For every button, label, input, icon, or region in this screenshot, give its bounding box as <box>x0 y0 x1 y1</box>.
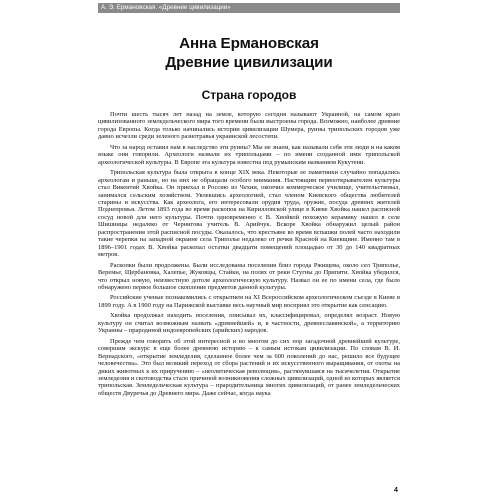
author-name: Анна Ермановская <box>179 35 319 52</box>
book-title: Древние цивилизации <box>165 54 333 71</box>
book-title-block <box>98 34 400 72</box>
paragraph: Прежде чем говорить об этой интересной и во многом до сих пор загадочной древнейшей культуре, совершим экскурс в еще более древнюю историю – к самым истокам цивилизации. По словам В. И. Вернадского, «открытие земледелия, сделанное более чем за 600 поколений до нас, решило все будущее человечества». Это был великий переход от сбора растений и их искусственного выращивания, от охоты на диких животных к их приручению – «неолитическая революция», растянувшаяся на тысячелетия. Открытие земледелия и скотоводства стало причиной возникновения сложных цивилизаций, одной из которых является трипольская. Земледельческая культура – прародительница многих цивилизаций, от ранее земледельческих обществ Двуречья до Древнего мира. Даже сейчас, когда наука <box>98 337 400 397</box>
page-number: 4 <box>394 487 398 494</box>
paragraph: Хвойка продолжал находить поселения, описывал их, классифицировал, определял возраст. Новую культуру он считал возможным назвать «древнейшей» и, в частности, древнеславянской», а территорию Украины – прародиной индоевропейских (арийских) народов. <box>98 312 400 335</box>
paragraph: Раскопки были продолжены. Были исследованы поселения близ города Ржищева, около сел Триполье, Веремье, Щербановка, Халепье, Жуковцы, Стайки, на полях от реки Стугны до Припяти. Хвойка убедился, что открыл новую, неизвестную дотоле археологическую культуру. Назвал он ее по имени села, где было обнаружено первое большое скопление предметов данной культуры. <box>98 261 400 291</box>
body-text <box>98 111 400 400</box>
chapter-title: Страна городов <box>201 88 297 102</box>
paragraph: Почти шесть тысяч лет назад на земле, которую сегодня называют Украиной, на самом краю цивилизованного земледельческого мира того времени были выстроены города. Возможно, наиболее древние города Европы. Когда только начинались истории цивилизации Шумера, руины трипольских городов уже давно исчезли среди зеленого разнотравья украинской лесостепи. <box>98 111 400 141</box>
paragraph: Российские ученые познакомились с открытием на XI Всероссийском археологическом съезде в Киеве в 1899 году. А в 1900 году на Парижской выставке весь научный мир восприял это открытие как сенсацию. <box>98 294 400 309</box>
running-header: А. Э. Ермановская. «Древние цивилизации» <box>98 3 400 13</box>
paragraph: Трипольская культура была открыта в конце XIX века. Некоторые ее памятники случайно попадались археологам и раньше, но на них не обращали особого внимания. Настоящим первооткрывателем культуры стал Викентий Хвойка. Он приехал в Россию из Чехии, окончил коммерческое училище, учительствовал, занимался сельским хозяйством. Увлекшись археологией, стал членом Киевского общества любителей старины и искусства. Как археолога, его интересовали орудия труда, оружие, посуда древних жителей Поднепровья. Летом 1893 года во время раскопок на Кирилловской улице в Киеве Хвойка нашел расписной сосуд новой для него культуры. Почти одновременно с В. Хвойкой похожую керамику нашел в селе Шишницы недалеко от Чернигова учитель В. Арийчук. Вскоре Хвойка обнаружил целый район распространения этой расписной посуды. Оказалось, что крестьяне во время вспашки полей часто находили такие черепки на западной окраине села Триполье недалеко от речки Красной на Киевщине. Именно там в 1896–1901 годах В. Хвойка раскопал остатки двадцати помещений площадью от 30 до 140 квадратных метров. <box>98 169 400 259</box>
paragraph: Что за народ оставил нам в наследство эти руины? Мы не знаем, как называли себя эти люди и на каком языке они говорили. Археологи назвали их трипольцами – по имени созданной ими трипольской археологической культуры. В Европе эта культура известна под румынским названием Кукутени. <box>98 143 400 166</box>
